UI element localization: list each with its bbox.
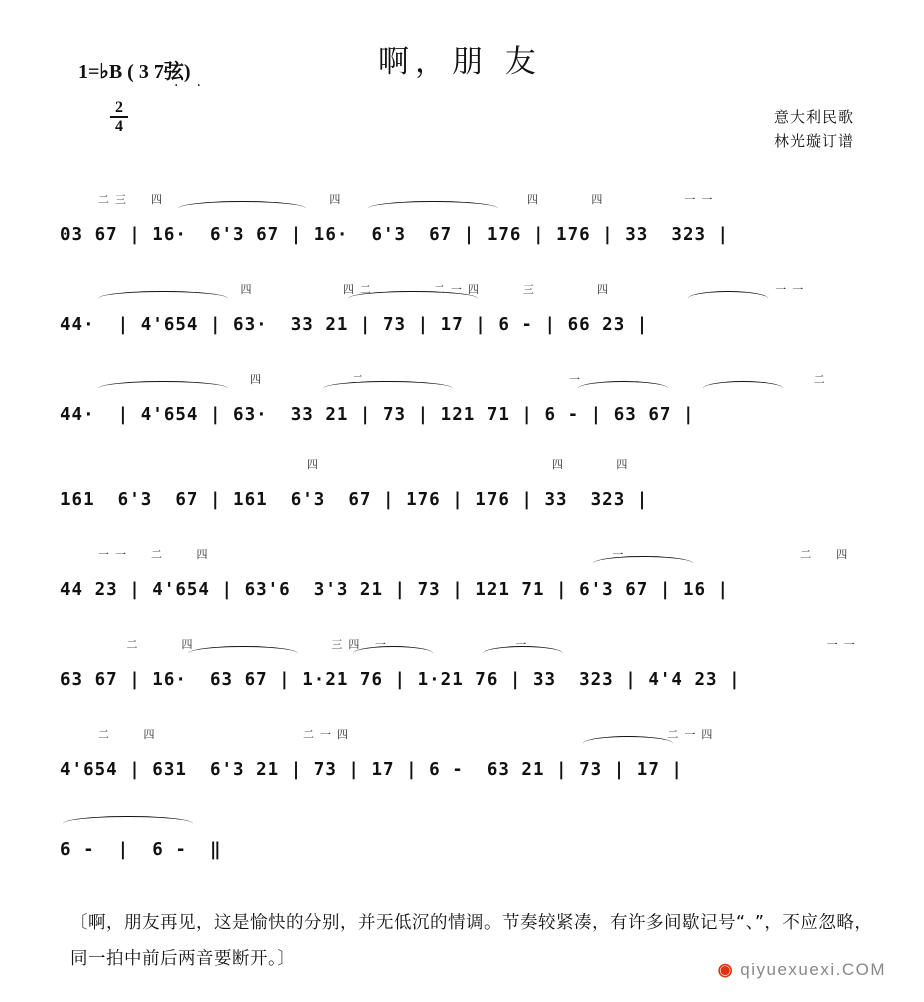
- slur: [98, 381, 228, 396]
- slur: [353, 646, 433, 661]
- slur: [348, 291, 478, 306]
- slur: [583, 736, 673, 751]
- notes: 44· | 4'654 | 63· 33 21 | 73 | 121 71 | 6 - | 63 67 |: [60, 405, 695, 425]
- slur: [188, 646, 298, 661]
- score-row: [58, 283, 870, 351]
- fingering: 一一 二 四 一 二 四: [98, 548, 854, 561]
- slur: [178, 201, 306, 216]
- score-row: [58, 373, 870, 441]
- score-row: [58, 548, 870, 616]
- score-row: [58, 638, 870, 706]
- slur: [323, 381, 453, 396]
- time-bottom: 4: [115, 118, 123, 135]
- watermark-text: qiyuexuexi.COM: [740, 960, 886, 979]
- notes: 03 67 | 16· 6'3 67 | 16· 6'3 67 | 176 | 176 | 33 323 |: [60, 225, 730, 245]
- slur: [688, 291, 768, 306]
- notes: 6 - | 6 - ‖: [60, 840, 222, 860]
- notes: 44 23 | 4'654 | 63'6 3'3 21 | 73 | 121 71 | 6'3 67 | 16 |: [60, 580, 730, 600]
- credit-arranger: 林光璇订谱: [773, 132, 854, 150]
- slur: [63, 816, 193, 831]
- fingering: 二三 四 四 四 四 一一: [98, 193, 719, 206]
- score-row: [58, 830, 870, 876]
- footnote: 〔啊，朋友再见，这是愉快的分别，并无低沉的情调。节奏较紧凑，有许多间歇记号“、”，不应忽略，同一拍中前后两音要断开。〕: [70, 913, 873, 969]
- watermark-logo-icon: ◉: [717, 960, 735, 979]
- key-dots: ··: [174, 78, 219, 94]
- time-top: 2: [115, 99, 123, 116]
- fingering: 四 四二 二一四 三 四 一一: [98, 283, 810, 296]
- fingering: 二 四 三四 一 一 一一: [98, 638, 861, 651]
- notes: 161 6'3 67 | 161 6'3 67 | 176 | 176 | 33 323 |: [60, 490, 649, 510]
- fingering: 四 二 一 二: [98, 373, 831, 386]
- score-row: [58, 728, 870, 796]
- slur: [703, 381, 783, 396]
- fingering: 四 四 四: [98, 458, 634, 471]
- slur: [368, 201, 498, 216]
- notes: 63 67 | 16· 63 67 | 1·21 76 | 1·21 76 | 33 323 | 4'4 23 |: [60, 670, 741, 690]
- slur: [98, 291, 228, 306]
- notes: 44· | 4'654 | 63· 33 21 | 73 | 17 | 6 - | 66 23 |: [60, 315, 649, 335]
- credit-origin: 意大利民歌: [773, 108, 854, 126]
- page-title: 啊，朋 友: [378, 44, 542, 80]
- score-row: [58, 458, 870, 526]
- slur: [483, 646, 563, 661]
- slur: [578, 381, 668, 396]
- notes: 4'654 | 631 6'3 21 | 73 | 17 | 6 - 63 21 | 73 | 17 |: [60, 760, 683, 780]
- slur: [593, 556, 693, 571]
- watermark: [718, 960, 886, 980]
- time-signature: [110, 100, 128, 134]
- fingering: 二 四 二一四 二一四: [98, 728, 719, 741]
- key-signature: 1=♭B ( 3 7弦): [78, 61, 191, 83]
- score-row: [58, 193, 870, 261]
